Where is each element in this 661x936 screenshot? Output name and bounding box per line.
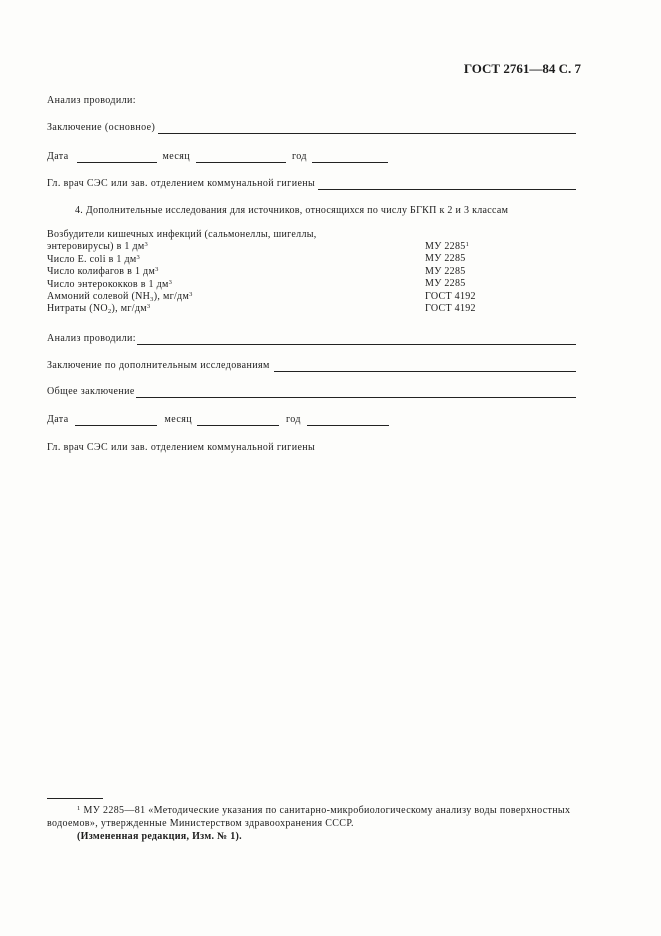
analysis2-line <box>137 335 576 345</box>
date-row <box>47 151 388 163</box>
methods-list <box>425 241 476 315</box>
footnote-marker: 1 <box>77 805 81 812</box>
footnote <box>47 804 582 830</box>
analysis-label: Анализ проводили: <box>47 95 136 106</box>
date2-row <box>47 414 389 426</box>
doctor-line <box>318 180 576 190</box>
year-label: год <box>291 151 307 162</box>
method-row-4: МУ 2285 <box>425 278 466 290</box>
footnote-text: МУ 2285—81 «Методические указания по санитарно-микробиологическому анализу воды поверхностных водоемов», утвержденные Министерством здравоохранения СССР. <box>47 805 571 829</box>
doctor-row <box>47 178 576 190</box>
doctor-label: Гл. врач СЭС или зав. отделением коммунальной гигиены <box>47 178 316 189</box>
additional-conclusion-line <box>274 362 576 372</box>
indicator-row-1a: Возбудители кишечных инфекций (сальмонеллы, шигеллы, <box>47 229 317 240</box>
indicator-row-3: Число колифагов в 1 $дм^3$ <box>47 266 159 278</box>
general-conclusion-row <box>47 386 576 398</box>
additional-conclusion-row <box>47 360 576 372</box>
analysis2-label: Анализ проводили: <box>47 333 136 344</box>
method-row-5: ГОСТ 4192 <box>425 290 476 302</box>
conclusion-label: Заключение (основное) <box>47 122 156 133</box>
conclusion-row <box>47 122 576 134</box>
doctor2-label: Гл. врач СЭС или зав. отделением коммунальной гигиены <box>47 442 316 453</box>
indicator-row-4: Число энтерококков в 1 $дм^3$ <box>47 278 173 290</box>
general-conclusion-line <box>136 388 576 398</box>
date2-line <box>75 416 157 426</box>
date-label: Дата <box>47 151 69 162</box>
month2-label: месяц <box>164 414 192 425</box>
indicator-row-1b: энтеровирусы) в 1 $дм^3$ <box>47 241 149 253</box>
additional-conclusion-label: Заключение по дополнительным исследованиям <box>47 360 270 371</box>
amendment-note: (Измененная редакция, Изм. № 1). <box>77 831 242 842</box>
method-row-1: МУ 2285$^1$ <box>425 241 470 252</box>
year2-line <box>307 416 389 426</box>
conclusion-line <box>158 124 576 134</box>
method-row-2: МУ 2285 <box>425 253 466 265</box>
month-label: месяц <box>162 151 190 162</box>
indicators-list <box>47 229 317 316</box>
paragraph-4: 4. Дополнительные исследования для источников, относящихся по числу БГКП к 2 и 3 классам <box>75 205 509 216</box>
month-line <box>196 153 286 163</box>
month2-line <box>197 416 279 426</box>
page-header: ГОСТ 2761—84 С. 7 <box>463 61 581 76</box>
year-line <box>312 153 388 163</box>
footnote-rule <box>47 798 103 799</box>
analysis2-row <box>47 333 576 345</box>
indicator-row-5: Аммоний солевой $(NH_3)$, $мг/дм^3$ <box>47 291 193 304</box>
indicator-row-6: Нитраты $(NO_2)$, $мг/дм^3$ <box>47 303 151 316</box>
method-row-3: МУ 2285 <box>425 265 466 277</box>
year2-label: год <box>285 414 301 425</box>
indicator-row-2: Число E. coli в 1 $дм^3$ <box>47 253 141 265</box>
general-conclusion-label: Общее заключение <box>47 386 135 397</box>
date2-label: Дата <box>47 414 69 425</box>
method-row-6: ГОСТ 4192 <box>425 303 476 315</box>
date-line <box>77 153 157 163</box>
